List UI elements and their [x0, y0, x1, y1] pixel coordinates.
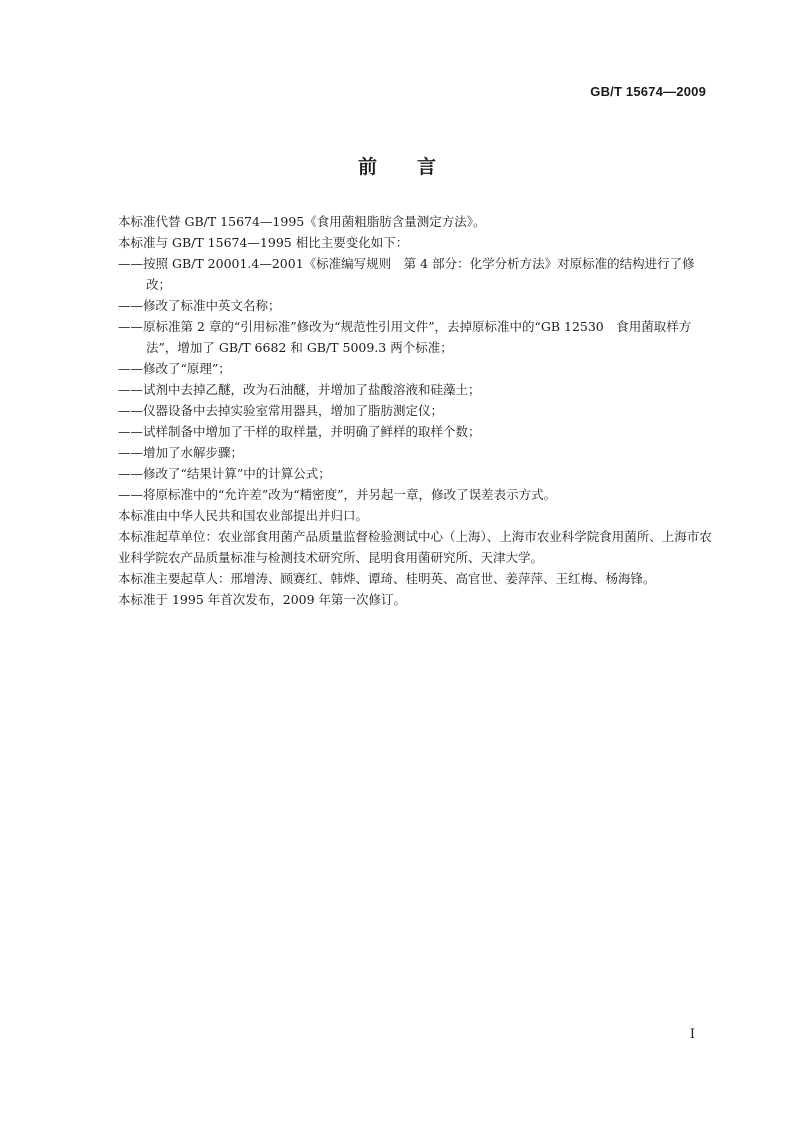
page-number: I	[689, 1027, 695, 1042]
change-item-sample-prep: ——试样制备中增加了干样的取样量，并明确了鲜样的取样个数；	[118, 424, 481, 439]
change-item-calculation: ——修改了“结果计算”中的计算公式；	[118, 466, 331, 481]
change-item-reagents: ——试剂中去掉乙醚，改为石油醚，并增加了盐酸溶液和硅藻土；	[118, 382, 481, 397]
paragraph-drafting-units: 本标准起草单位：农业部食用菌产品质量监督检验测试中心（上海）、上海市农业科学院食用菌所、上海市农业科学院农产品质量标准与检测技术研究所、昆明食用菌研究所、天津大学。	[118, 529, 712, 565]
standard-code: GB/T 15674—2009	[590, 84, 706, 99]
paragraph-history: 本标准于 1995 年首次发布，2009 年第一次修订。	[118, 592, 407, 607]
change-item-references: ——原标准第 2 章的“引用标准”修改为“规范性引用文件”，去掉原标准中的“GB 12530 食用菌取样方法”，增加了 GB/T 6682 和 GB/T 5009.3 两个标准；	[118, 319, 692, 355]
change-item-precision: ——将原标准中的“允许差”改为“精密度”，并另起一章，修改了误差表示方式。	[118, 487, 557, 502]
change-item-hydrolysis: ——增加了水解步骤；	[118, 445, 244, 460]
paragraph-changes-intro: 本标准与 GB/T 15674—1995 相比主要变化如下：	[118, 235, 409, 250]
preface-body	[118, 211, 713, 610]
change-item-structure: ——按照 GB/T 20001.4—2001《标准编写规则 第 4 部分：化学分析方法》对原标准的结构进行了修改；	[118, 256, 695, 292]
change-item-apparatus: ——仪器设备中去掉实验室常用器具，增加了脂肪测定仪；	[118, 403, 444, 418]
page-title: 前言	[357, 156, 476, 178]
change-item-principle: ——修改了“原理”；	[118, 361, 231, 376]
change-item-english-name: ——修改了标准中英文名称；	[118, 298, 281, 313]
paragraph-proposer: 本标准由中华人民共和国农业部提出并归口。	[118, 508, 369, 523]
paragraph-replaces: 本标准代替 GB/T 15674—1995《食用菌粗脂肪含量测定方法》。	[118, 214, 486, 229]
paragraph-drafters: 本标准主要起草人：邢增涛、顾赛红、韩烨、谭琦、桂明英、高官世、姜萍萍、王红梅、杨海锋。	[118, 571, 656, 586]
